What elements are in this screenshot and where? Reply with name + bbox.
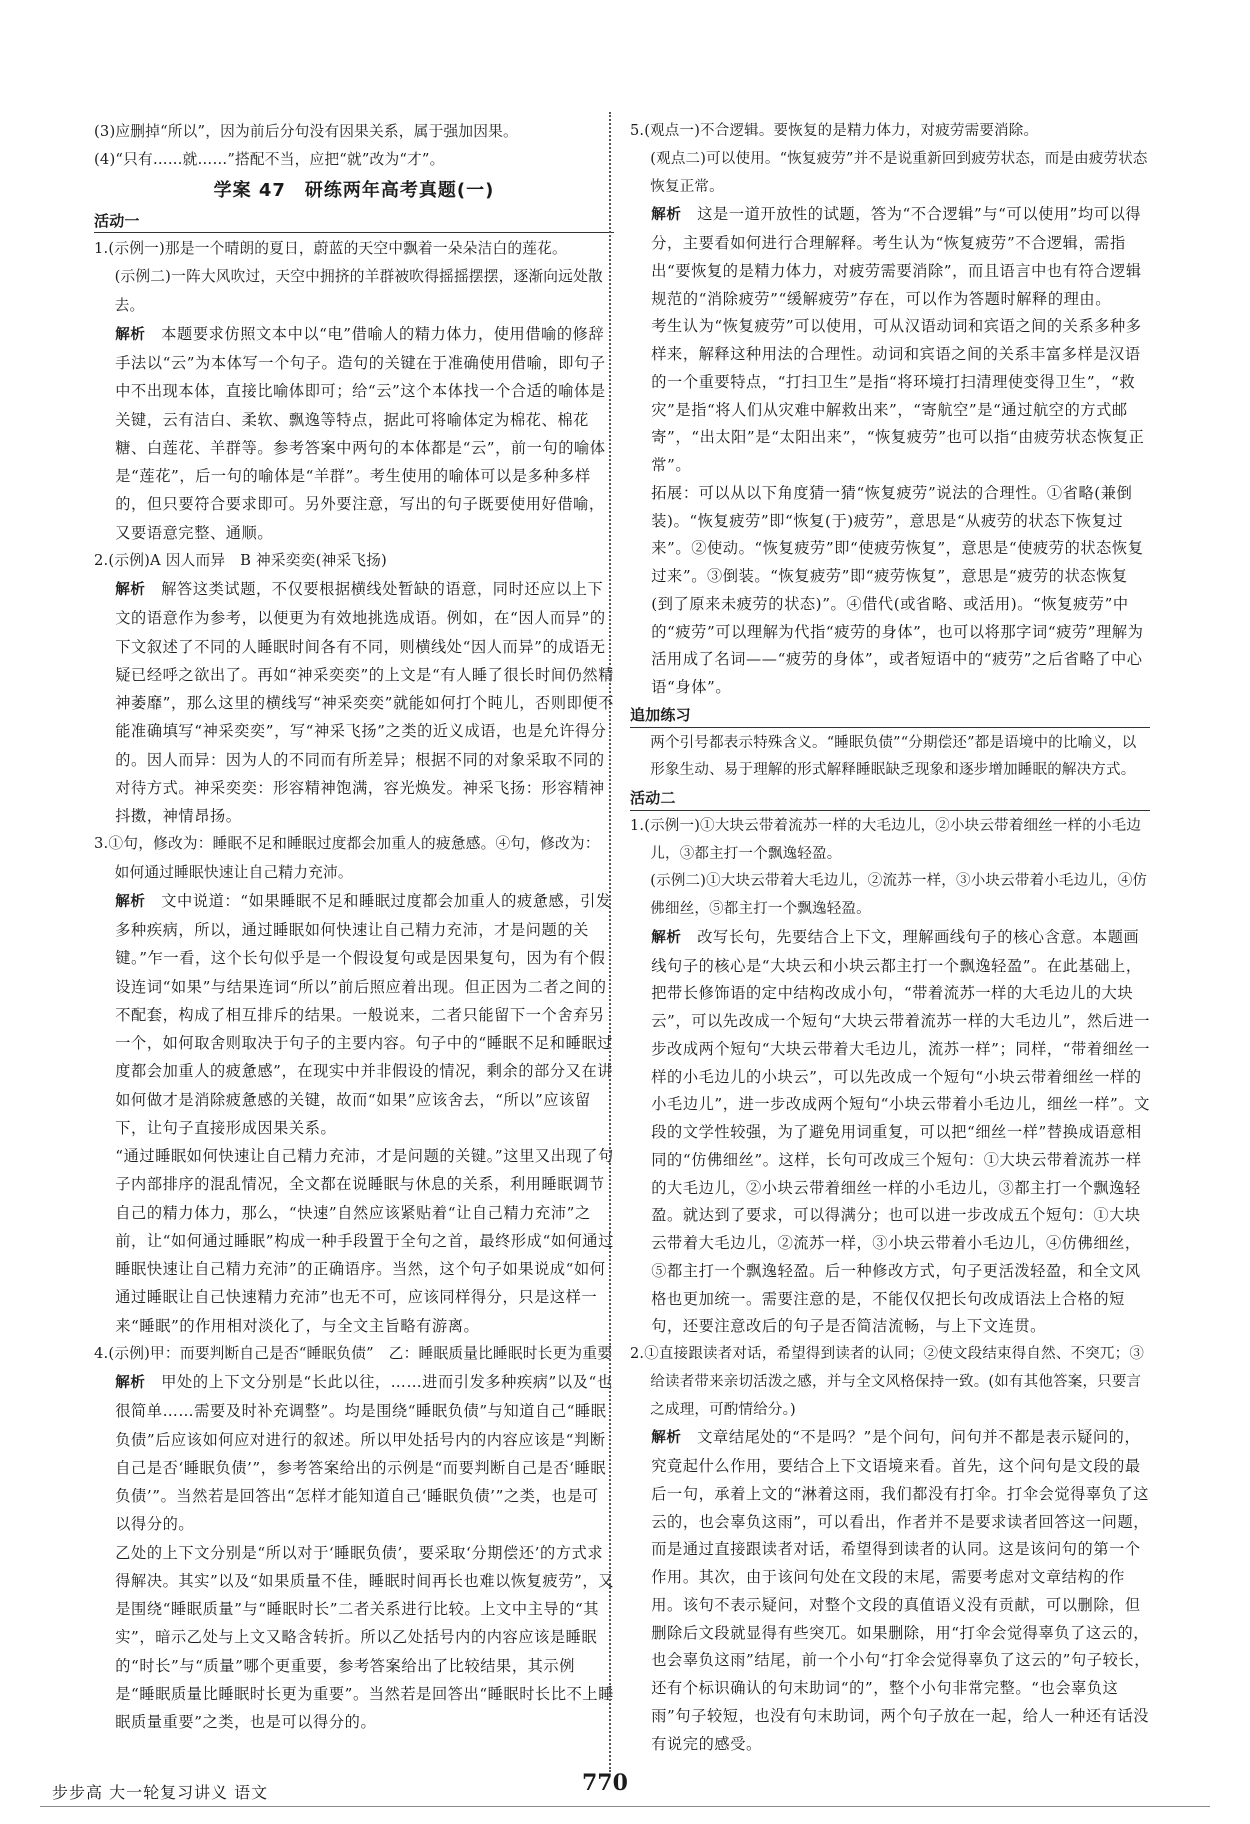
q2-answer: 2.(示例)A 因人而异 B 神采奕奕(神采飞扬) [94,551,387,569]
section-activity-2: 活动二 [630,785,1150,813]
book-title: 步步高 大一轮复习讲义 语文 [52,1783,269,1802]
answer-4: (4)“只有……就……”搭配不当，应把“就”改为“才”。 [94,151,445,169]
q3-answer: 3.①句，修改为：睡眠不足和睡眠过度都会加重人的疲惫感。④句，修改为：如何通过睡眠快速让自己精力充沛。 [94,835,600,881]
column-divider [609,112,611,1772]
r2-answer: 2.①直接跟读者对话，希望得到读者的认同；②使文段结束得自然、不突兀；③给读者带来亲切活泼之感，并与全文风格保持一致。(如有其他答案，只要言之成理，可酌情给分。) [630,1346,1145,1418]
q4-analysis-text: 甲处的上下文分别是“长此以往，……进而引发多种疾病”以及“也很简单……需要及时补充调整”。均是围绕“睡眠负债”与知道自己“睡眠负债”后应该如何应对进行的叙述。所以甲处括号内的内容应该是“判断自己是否‘睡眠负债’”，参考答案给出的示例是“而要判断自己是否‘睡眠负债’”。当然若是回答出“怎样才能知道自己‘睡眠负债’”之类，也是可以得分的。 [115,1373,613,1534]
section-activity-1: 活动一 [94,207,614,235]
q4-analysis [94,1368,614,1539]
q5-analysis-2: 考生认为“恢复疲劳”可以使用，可从汉语动词和宾语之间的关系多种多样来，解释这种用法的合理性。动词和宾语之间的关系丰富多样是汉语的一个重要特点，“打扫卫生”是指“将环境打扫清理使变得卫生”，“救灾”是指“将人们从灾难中解救出来”，“寄航空”是“通过航空的方式邮寄”，“出太阳”是“太阳出来”，“恢复疲劳”也可以指“由疲劳状态恢复正常”。 [651,317,1145,474]
q5-view-2: (观点二)可以使用。“恢复疲劳”并不是说重新回到疲劳状态，而是由疲劳状态恢复正常。 [650,150,1148,195]
q1-analysis [94,320,614,547]
footer-rule [40,1806,1210,1807]
q5-analysis [630,201,1150,313]
left-column [94,118,614,1736]
r1-analysis-text: 改写长句，先要结合上下文，理解画线句子的核心含意。本题画线句子的核心是“大块云和小块云都主打一个飘逸轻盈”。在此基础上，把带长修饰语的定中结构改成小句，“带着流苏一样的大毛边儿的大块云”，可以先改成一个短句“大块云带着流苏一样的大毛边儿”，然后进一步改成两个短句“大块云带着大毛边儿，流苏一样”；同样，“带着细丝一样的小毛边儿的小块云”，可以先改成一个短句“小块云带着细丝一样的小毛边儿”，进一步改成两个短句“小块云带着小毛边儿，细丝一样”。文段的文学性较强，为了避免用词重复，可以把“细丝一样”替换成语意相同的“仿佛细丝”。这样，长句可改成三个短句：①大块云带着流苏一样的大毛边儿，②小块云带着细丝一样的小毛边儿，③都主打一个飘逸轻盈。就达到了要求，可以得满分；也可以进一步改成五个短句：①大块云带着大毛边儿，②流苏一样，③小块云带着小毛边儿，④仿佛细丝，⑤都主打一个飘逸轻盈。后一种修改方式，句子更活泼轻盈，和全文风格也更加统一。需要注意的是，不能仅仅把长句改成语法上合格的短句，还要注意改后的句子是否简洁流畅，与上下文连贯。 [651,927,1150,1336]
q5-extension: 拓展：可以从以下角度猜一猜“恢复疲劳”说法的合理性。①省略(兼倒装)。“恢复疲劳”即“恢复(于)疲劳”，意思是“从疲劳的状态下恢复过来”。②使动。“恢复疲劳”即“使疲劳恢复”，意思是“使疲劳的状态恢复过来”。③倒装。“恢复疲劳”即“疲劳恢复”，意思是“疲劳的状态恢复(到了原来未疲劳的状态)”。④借代(或省略、或活用)。“恢复疲劳”中的“疲劳”可以理解为代指“疲劳的身体”，也可以将那字词“疲劳”理解为活用成了名词——“疲劳的身体”，或者短语中的“疲劳”之后省略了中心语“身体”。 [651,483,1144,696]
q5-analysis-text: 这是一道开放性的试题，答为“不合逻辑”与“可以使用”均可以得分，主要看如何进行合理解释。考生认为“恢复疲劳”不合逻辑，需指出“要恢复的是精力体力，对疲劳需要消除”，而且语言中也有符合逻辑规范的“消除疲劳”“缓解疲劳”存在，可以作为答题时解释的理由。 [651,205,1142,308]
analysis-label: 解析 [115,582,146,598]
r2-analysis [630,1424,1150,1758]
analysis-label: 解析 [115,1375,146,1391]
right-column [630,118,1150,1758]
analysis-label: 解析 [115,326,146,343]
r1-example-1: 1.(示例一)①大块云带着流苏一样的大毛边儿，②小块云带着细丝一样的小毛边儿，③都主打一个飘逸轻盈。 [630,817,1142,862]
q3-analysis [94,887,614,1142]
q4-answer: 4.(示例)甲：而要判断自己是否“睡眠负债” 乙：睡眠质量比睡眠时长更为重要 [94,1344,613,1362]
q3-analysis-text: 文中说道：“如果睡眠不足和睡眠过度都会加重人的疲惫感，引发多种疾病，所以，通过睡眠如何快速让自己精力充沛，才是问题的关键。”乍一看，这个长句似乎是一个假设复句或是因果复句，因为有个假设连词“如果”与结果连词“所以”前后照应着出现。但正因为二者之间的不配套，构成了相互排斥的结果。一般说来，二者只能留下一个舍弃另一个，如何取舍则取决于句子的主要内容。句子中的“睡眠不足和睡眠过度都会加重人的疲惫感”，在现实中并非假设的情况，剩余的部分又在讲如何做才是消除疲惫感的关键，故而“如果”应该舍去，“所以”应该留下，让句子直接形成因果关系。 [115,891,614,1137]
analysis-label: 解析 [651,1430,682,1447]
analysis-label: 解析 [651,929,682,946]
q2-analysis-text: 解答这类试题，不仅要根据横线处暂缺的语意，同时还应以上下文的语意作为参考，以便更为有效地挑选成语。例如，在“因人而异”的下文叙述了不同的人睡眠时间各有不同，则横线处“因人而异”的成语无疑已经呼之欲出了。再如“神采奕奕”的上文是“有人睡了很长时间仍然精神萎靡”，那么这里的横线写“神采奕奕”就能如何打个盹儿，否则即便不能准确填写“神采奕奕”，写“神采飞扬”之类的近义成语，也是允许得分的。因人而异：因为人的不同而有所差异；根据不同的对象采取不同的对待方式。神采奕奕：形容精神饱满，容光焕发。神采飞扬：形容精神抖擞，神情昂扬。 [115,580,614,825]
q5-view-1: 5.(观点一)不合逻辑。要恢复的是精力体力，对疲劳需要消除。 [630,123,1039,139]
q2-analysis [94,575,614,830]
page-number: 770 [582,1770,628,1796]
q4-analysis-2: 乙处的上下文分别是“所以对于‘睡眠负债’，要采取‘分期偿还’的方式求得解决。其实”以及“如果质量不佳，睡眠时间再长也难以恢复疲劳”，又是围绕“睡眠质量”与“睡眠时长”二者关系进行比较。上文中主导的“其实”，暗示乙处与上文又略含转折。所以乙处括号内的内容应该是睡眠的“时长”与“质量”哪个更重要，参考答案给出了比较结果，其示例是“睡眠质量比睡眠时长更为重要”。当然若是回答出“睡眠时长比不上睡眠质量重要”之类，也是可以得分的。 [115,1543,614,1731]
analysis-label: 解析 [115,893,146,910]
r2-analysis-text: 文章结尾处的“不是吗？”是个问句，问句并不都是表示疑问的，究竟起什么作用，要结合上下文语境来看。首先，这个问句是文段的最后一句，承着上文的“淋着这雨，我们都没有打伞。打伞会觉得辜负了这云的，也会辜负这雨”，可以看出，作者并不是要求读者回答这一问题，而是通过直接跟读者对话，希望得到读者的认同。这是该问句的第一个作用。其次，由于该问句处在文段的末尾，需要考虑对文章结构的作用。该句不表示疑问，对整个文段的真值语义没有贡献，可以删除，但删除后文段就显得有些突兀。如果删除，用“打伞会觉得辜负了这云的，也会辜负这雨”结尾，前一个小句“打伞会觉得辜负了这云的”句子较长，还有个标识确认的句末助词“的”，整个小句非常完整。“也会辜负这雨”句子较短，也没有句末助词，两个句子放在一起，给人一种还有话没有说完的感受。 [651,1428,1150,1753]
answer-3: (3)应删掉“所以”，因为前后分句没有因果关系，属于强加因果。 [94,123,518,140]
lesson-title: 学案 47 研练两年高考真题(一) [213,179,495,201]
q1-example-1: 1.(示例一)那是一个晴朗的夏日，蔚蓝的天空中飘着一朵朵洁白的莲花。 [94,240,567,257]
analysis-label: 解析 [651,207,682,224]
q1-example-2: (示例二)一阵大风吹过，天空中拥挤的羊群被吹得摇摇摆摆，逐渐向远处散去。 [114,268,603,314]
section-extra-practice: 追加练习 [630,702,1150,730]
extra-practice-text: 两个引号都表示特殊含义。“睡眠负债”“分期偿还”都是语境中的比喻义，以形象生动、易于理解的形式解释睡眠缺乏现象和逐步增加睡眠的解决方式。 [650,734,1137,779]
q1-analysis-text: 本题要求仿照文本中以“电”借喻人的精力体力，使用借喻的修辞手法以“云”为本体写一个句子。造句的关键在于准确使用借喻，即句子中不出现本体，直接比喻体即可；给“云”这个本体找一个合适的喻体是关键，云有洁白、柔软、飘逸等特点，据此可将喻体定为棉花、棉花糖、白莲花、羊群等。参考答案中两句的本体都是“云”，前一句的喻体是“莲花”，后一句的喻体是“羊群”。考生使用的喻体可以是多种多样的，但只要符合要求即可。另外要注意，写出的句子既要使用好借喻，又要语意完整、通顺。 [115,324,606,542]
r1-analysis [630,924,1150,1341]
q3-analysis-2: “通过睡眠如何快速让自己精力充沛，才是问题的关键。”这里又出现了句子内部排序的混乱情况，全文都在说睡眠与休息的关系，利用睡眠调节自己的精力体力，那么，“快速”自然应该紧贴着“让自己精力充沛”之前，让“如何通过睡眠”构成一种手段置于全句之首，最终形成“如何通过睡眠快速让自己精力充沛”的正确语序。当然，这个句子如果说成“如何通过睡眠让自己快速精力充沛”也无不可，应该同样得分，只是这样一来“睡眠”的作用相对淡化了，与全文主旨略有游离。 [115,1147,614,1335]
r1-example-2: (示例二)①大块云带着大毛边儿，②流苏一样，③小块云带着小毛边儿，④仿佛细丝，⑤都主打一个飘逸轻盈。 [650,873,1148,917]
